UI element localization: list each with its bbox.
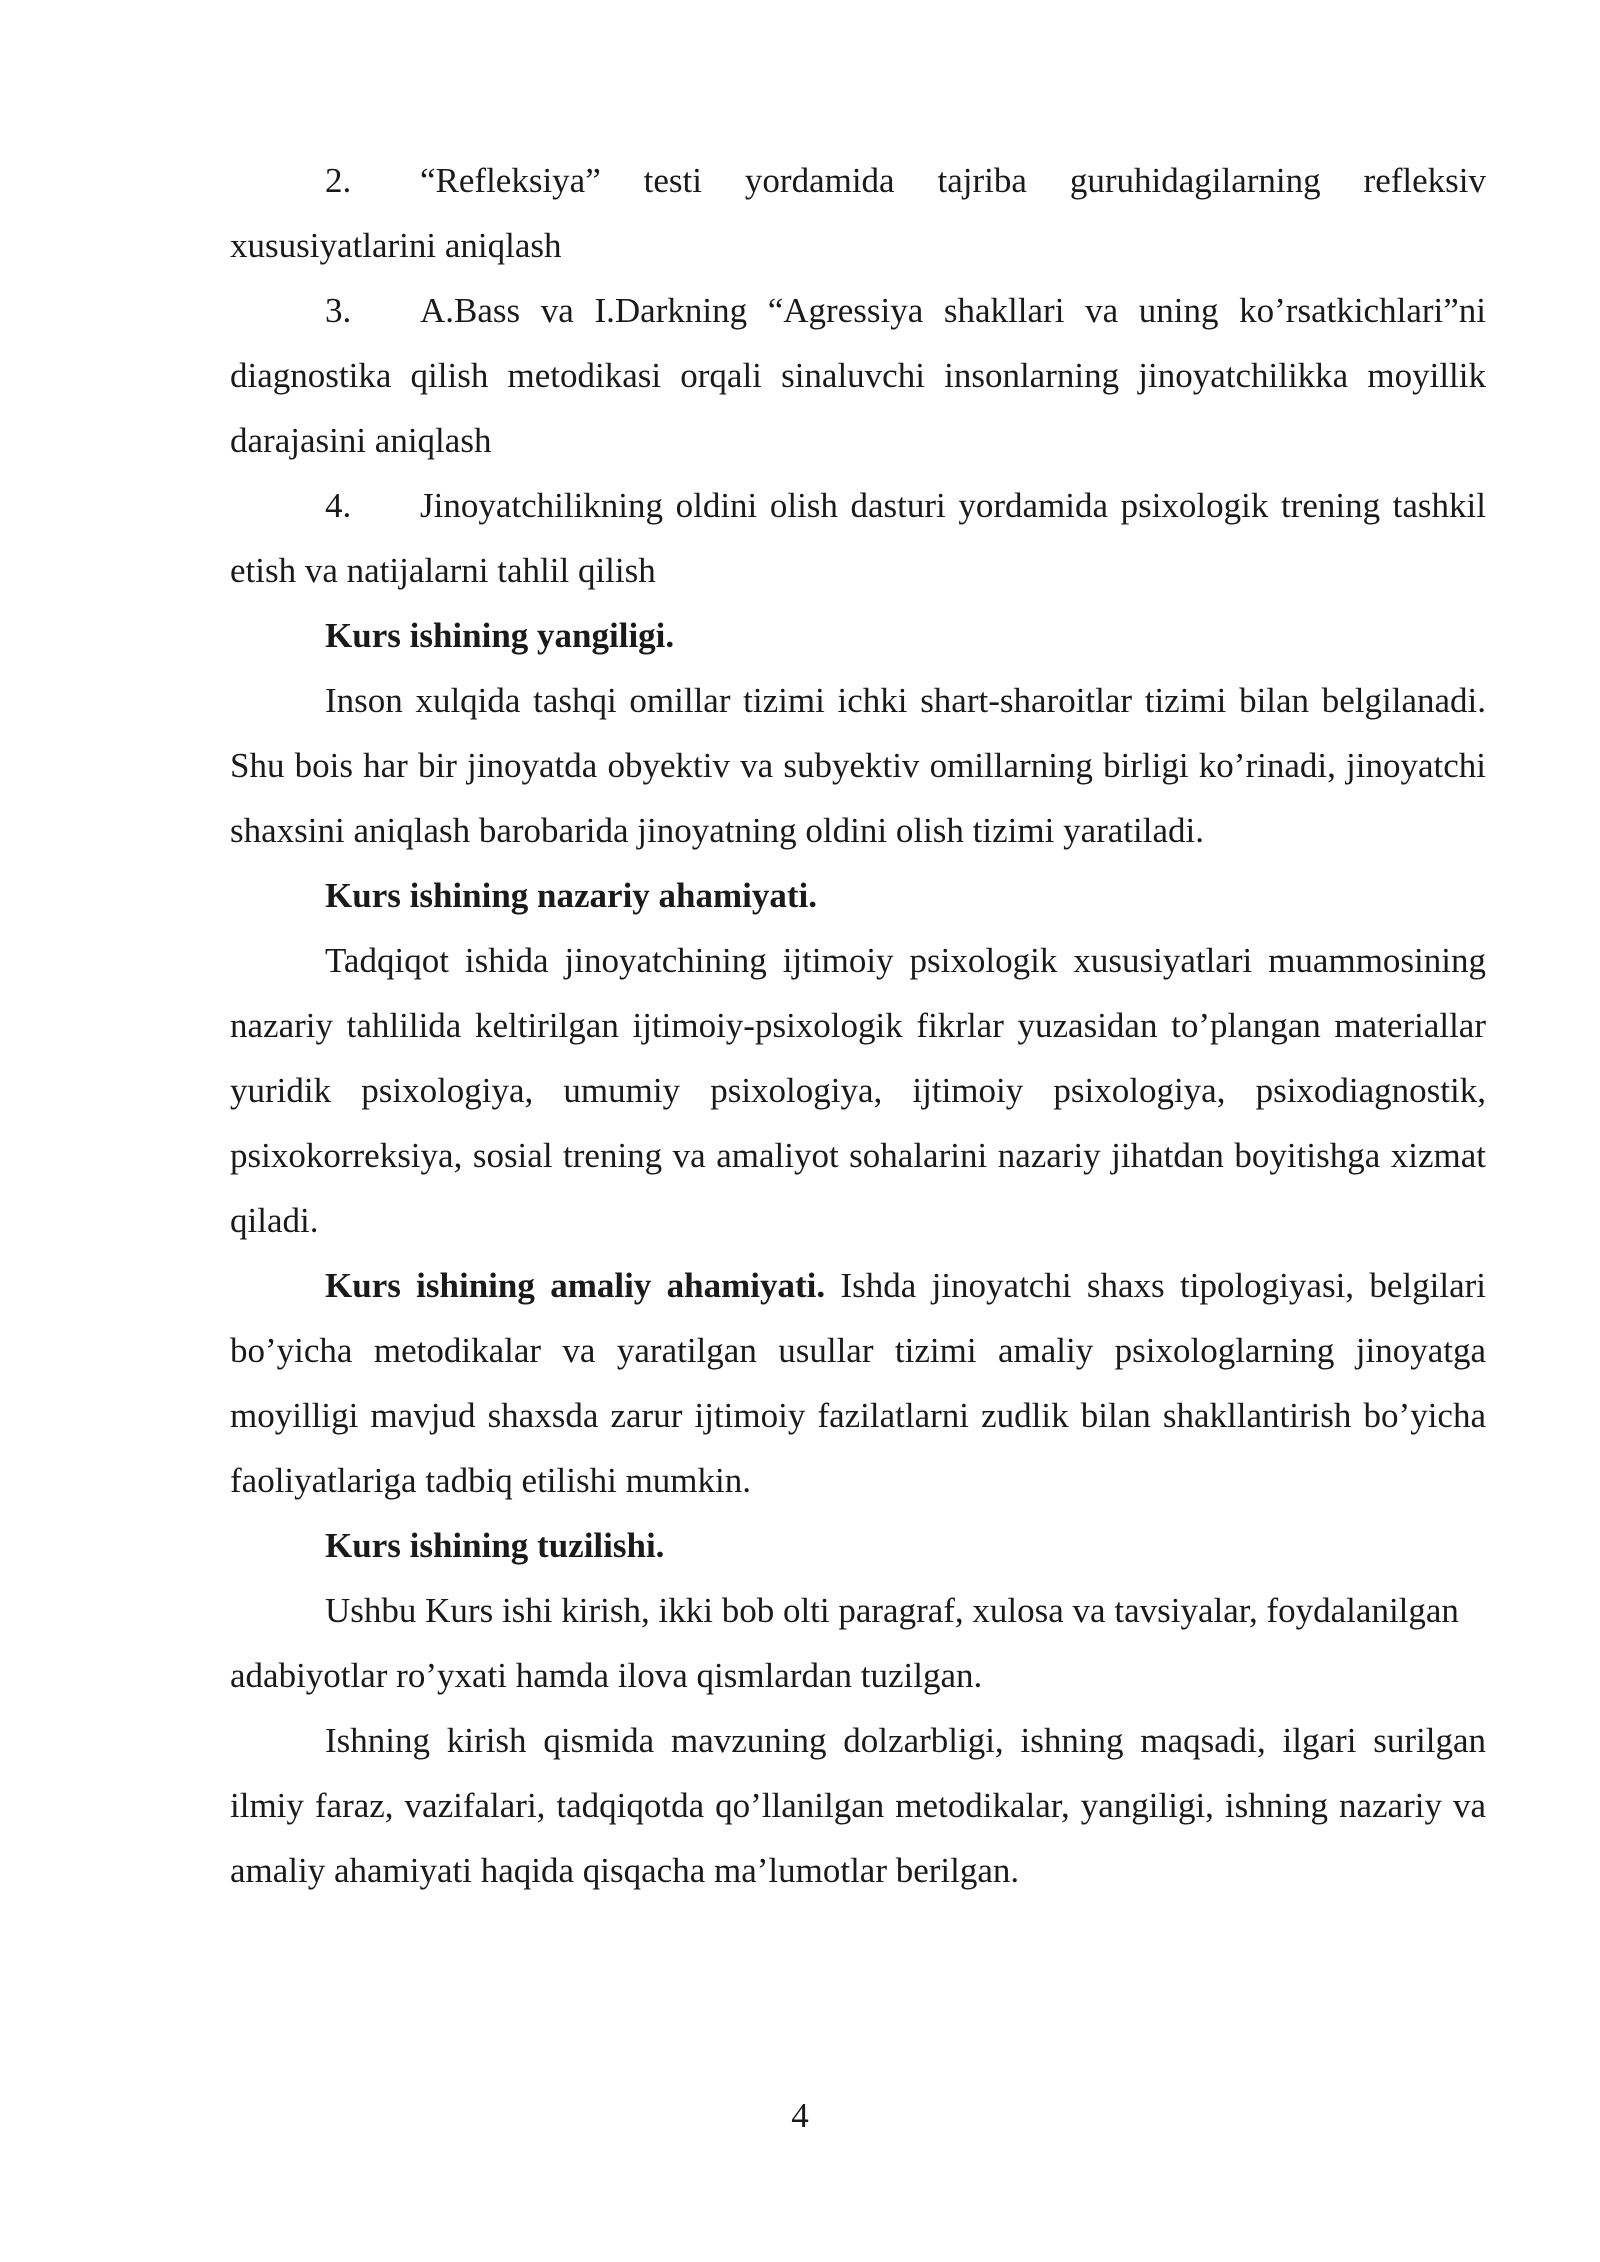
list-item [230,278,1486,473]
theoretical-heading: Kurs ishining nazariy ahamiyati. [325,876,818,915]
novelty-paragraph: Inson xulqida tashqi omillar tizimi ichki shart-sharoitlar tizimi bilan belgilanadi. Shu bois har bir jinoyatda obyektiv va subyektiv omillarning birligi ko’rinadi, jinoyatchi shaxsini aniqlash barobarida jinoyatning oldini olish tizimi yaratiladi. [230,681,1486,850]
structure-heading: Kurs ishining tuzilishi. [325,1526,665,1565]
intro-paragraph: Ishning kirish qismida mavzuning dolzarbligi, ishning maqsadi, ilgari surilgan ilmiy faraz, vazifalari, tadqiqotda qo’llanilgan metodikalar, yangiligi, ishning nazariy va amaliy ahamiyati haqida qisqacha ma’lumotlar berilgan. [230,1721,1486,1890]
theoretical-paragraph: Tadqiqot ishida jinoyatchining ijtimoiy psixologik xususiyatlari muammosining nazariy tahlilida keltirilgan ijtimoiy-psixologik fikrlar yuzasidan to’plangan materiallar yuridik psixologiya, umumiy psixologiya, ijtimoiy psixologiya, psixodiagnostik, psixokorreksiya, sosial trening va amaliyot sohalarini nazariy jihatdan boyitishga xizmat qiladi. [230,941,1486,1240]
list-item [230,148,1486,278]
list-item-number: 4. [325,486,352,525]
list-item-text: A.Bass va I.Darkning “Agressiya shakllari va uning ko’rsatkichlari”ni diagnostika qilish metodikasi orqali sinaluvchi insonlarning jinoyatchilikka moyillik darajasini aniqlash [230,291,1486,460]
practical-text: Ishda jinoyatchi shaxs tipologiyasi, belgilari bo’yicha metodikalar va yaratilgan usullar tizimi amaliy psixologlarning jinoyatga moyilligi mavjud shaxsda zarur ijtimoiy fazilatlarni zudlik bilan shakllantirish bo’yicha faoliyatlariga tadbiq etilishi mumkin. [230,1266,1486,1500]
page-number: 4 [791,2096,809,2135]
practical-heading: Kurs ishining amaliy ahamiyati. [325,1266,826,1305]
document-body [230,148,1486,1903]
structure-paragraph: Ushbu Kurs ishi kirish, ikki bob olti paragraf, xulosa va tavsiyalar, foydalanilgan adabiyotlar ro’yxati hamda ilova qismlardan tuzilgan. [230,1591,1459,1695]
list-item-text: Jinoyatchilikning oldini olish dasturi yordamida psixologik trening tashkil etish va natijalarni tahlil qilish [230,486,1486,590]
novelty-heading: Kurs ishining yangiligi. [325,616,675,655]
list-item [230,473,1486,603]
practical-paragraph [230,1253,1486,1513]
list-item-number: 3. [325,291,352,330]
list-item-number: 2. [325,161,352,200]
list-item-text: “Refleksiya” testi yordamida tajriba guruhidagilarning refleksiv xususiyatlarini aniqlash [230,161,1486,265]
